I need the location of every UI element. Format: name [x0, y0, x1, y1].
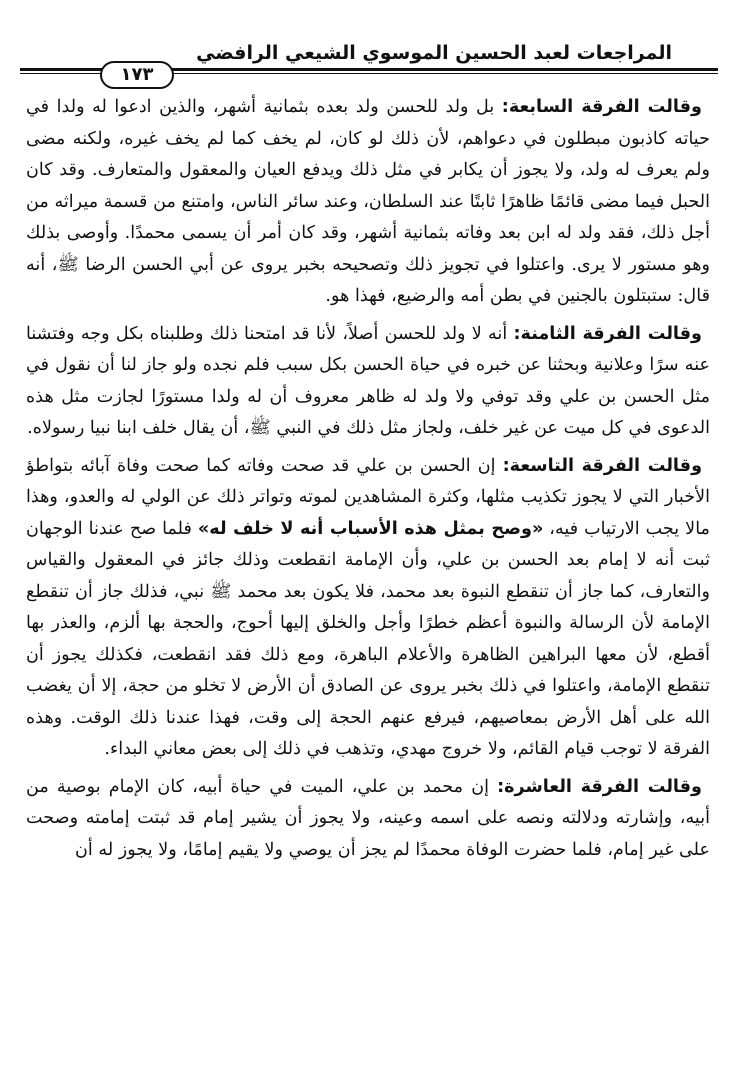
- page-number: ١٧٣: [100, 61, 174, 89]
- paragraph-text: بل ولد للحسن ولد بعده بثمانية أشهر، والذين ادعوا له ولدا في حياته كاذبون مبطلون في دعواهم، لأن ذلك لو كان، لم يخف كما لم يخف غيره، ولكنه مضى ولم يعرف له ولد، ولا يجوز أن يكابر في مثل ذلك ويدفع العيان والمعقول والمتعارف. وقد كان الحبل فيما مضى قائمًا ظاهرًا ثابتًا عند السلطان، وعند سائر الناس، وامتنع من قسمة ميراثه من أجل ذلك، فقد ولد له ابن بعد وفاته بثمانية أشهر، وقد كان أمر أن يسمى محمدًا. وأوصى بذلك وهو مستور لا يرى. واعتلوا في تجويز ذلك وتصحيحه بخبر يروى عن أبي الحسن الرضا ﷺ، أنه قال: ستبتلون بالجنين في بطن أمه والرضيع، فهذا هو.: [26, 97, 710, 306]
- paragraph-sect-10: [26, 772, 710, 867]
- paragraph-sect-8: [26, 319, 710, 445]
- paragraph-text-continued: فلما صح عندنا الوجهان ثبت أنه لا إمام بعد الحسن بن علي، وأن الإمامة انقطعت وذلك جائز في المعقول والقياس والتعارف، كما جاز أن تنقطع النبوة بعد محمد، فلا يكون بعد محمد ﷺ نبي، فذلك جاز أن تنقطع الإمامة لأن الرسالة والنبوة أعظم خطرًا وأجل والخلق إليها أحوج، والحجة بها ألزم، والعذر بها أقطع، لأن معها البراهين الظاهرة والأعلام الباهرة، ومع ذلك فقد انقطعت، فكذلك يجوز أن تنقطع الإمامة، واعتلوا في ذلك بخبر يروى عن الصادق أن الأرض لا تخلو من حجة، إلا أن يغضب الله على أهل الأرض بمعاصيهم، فيرفع عنهم الحجة إلى وقت، فهذا عندنا ذلك الوقت. وهذه الفرقة لا توجب قيام القائم، ولا خروج مهدي، وتذهب في ذلك إلى بعض معاني البداء.: [26, 518, 710, 759]
- paragraph-sect-9: [26, 451, 710, 766]
- paragraph-lead: وقالت الفرقة الثامنة:: [513, 323, 702, 344]
- paragraph-text: أنه لا ولد للحسن أصلاً، لأنا قد امتحنا ذلك وطلبناه بكل وجه وفتشنا عنه سرًا وعلانية وبحثنا عن خبره في حياة الحسن بكل سبب فلم نجده ولو جاز لنا أن نقول في مثل الحسن بن علي وقد توفي ولا ولد له ظاهر معروف أن له ولدا مستورًا لجازت مثل هذه الدعوى في كل ميت عن غير خلف، ولجاز مثل ذلك في النبي ﷺ، أن يقال خلف ابنا نبيا رسولاه.: [26, 323, 710, 438]
- paragraph-text: إن محمد بن علي، الميت في حياة أبيه، كان الإمام بوصية من أبيه، وإشارته ودلالته ونصه على اسمه وعينه، ولا يجوز أن يشير إمام قد ثبتت إمامته وصحت على غير إمام، فلما حضرت الوفاة محمدًا لم يجز أن يوصي ولا يقيم إمامًا، ولا يجوز له أن: [26, 776, 710, 860]
- paragraph-lead: وقالت الفرقة العاشرة:: [497, 776, 702, 797]
- paragraph-sect-7: [26, 92, 710, 313]
- paragraph-lead: وقالت الفرقة السابعة:: [501, 97, 702, 117]
- body-text: [26, 92, 710, 872]
- paragraph-text: إن الحسن بن علي قد صحت وفاته كما صحت وفاة آبائه بتواطؤ الأخبار التي لا يجوز تكذيب مثلها، وكثرة المشاهدين لموته وتواتر ذلك عن الولي له والعدو، وهذا مالا يجب الارتياب فيه،: [26, 455, 710, 539]
- paragraph-lead: وقالت الفرقة التاسعة:: [502, 455, 702, 476]
- running-header-title: المراجعات لعبد الحسين الموسوي الشيعي الرافضي: [196, 42, 672, 64]
- paragraph-emphasis: «وصح بمثل هذه الأسباب أنه لا خلف له»: [197, 518, 544, 539]
